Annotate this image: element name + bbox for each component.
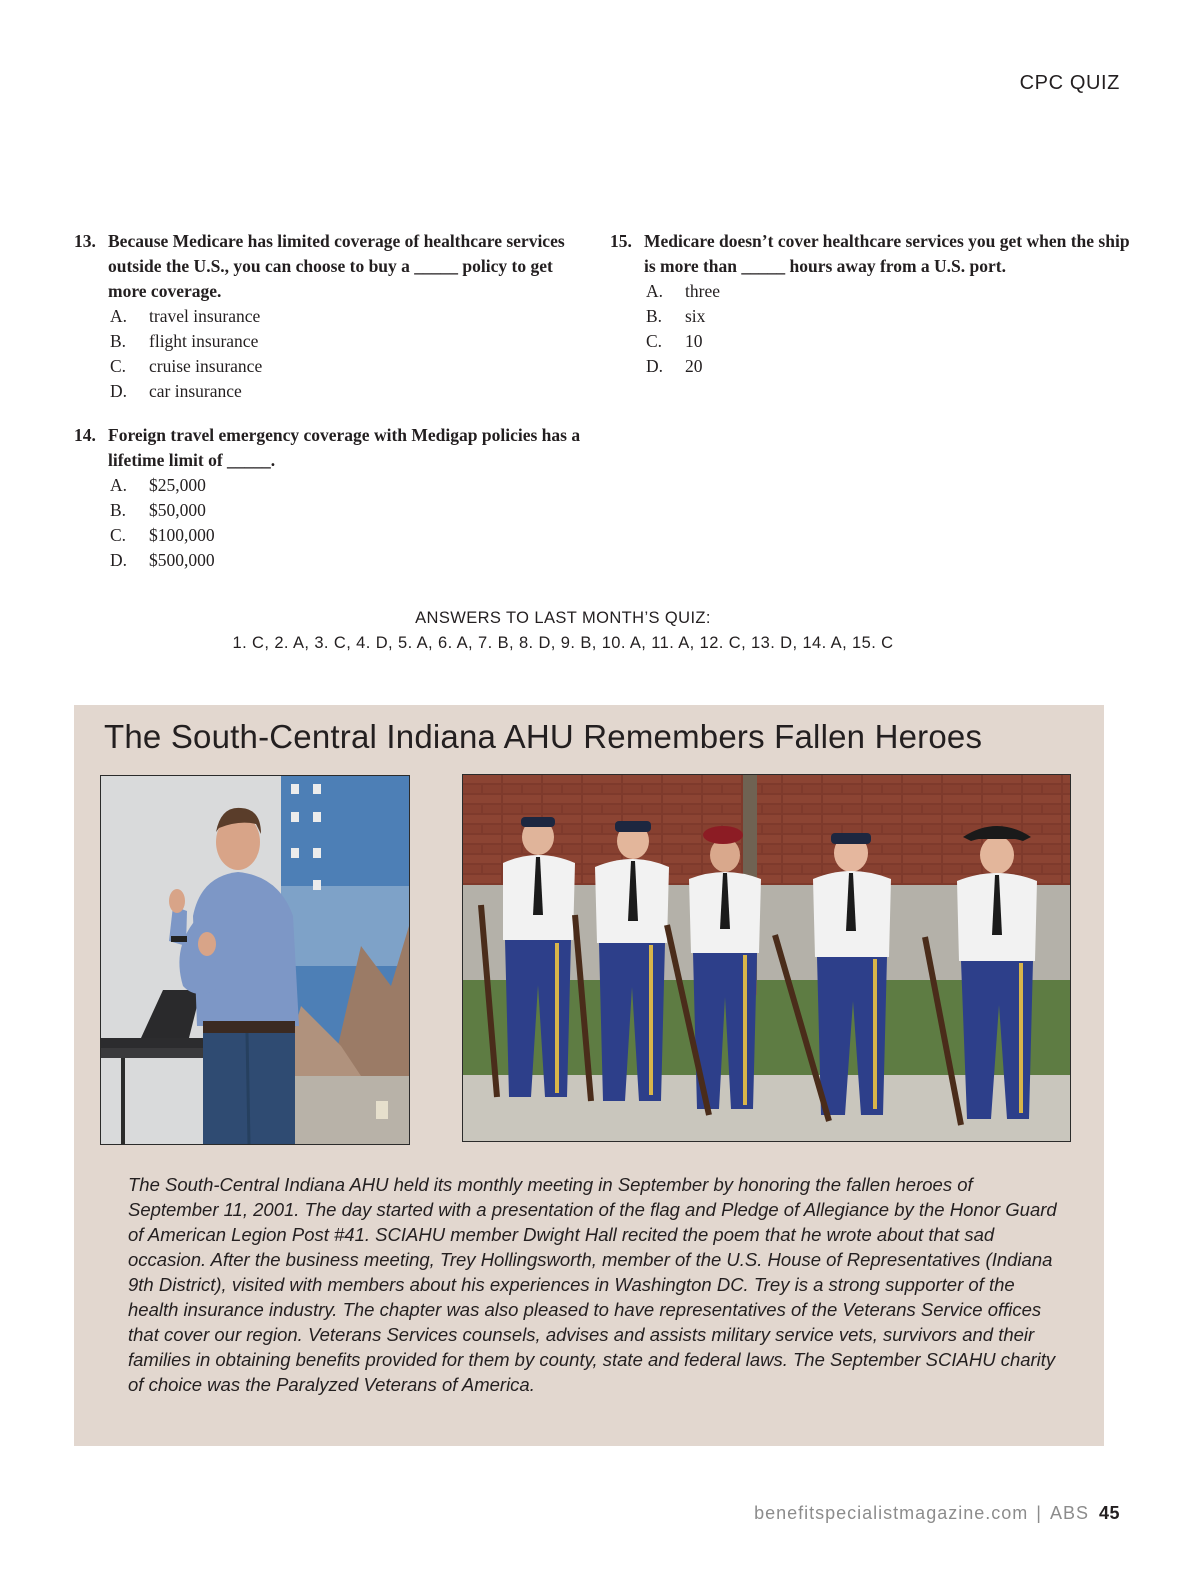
- option-letter: D.: [110, 550, 128, 570]
- answer-option: [108, 498, 594, 523]
- option-text: cruise insurance: [149, 356, 263, 376]
- footer-website: benefitspecialistmagazine.com: [754, 1503, 1029, 1523]
- answer-option: [108, 379, 594, 404]
- question-text: Foreign travel emergency coverage with Medigap policies has a lifetime limit of _____.: [108, 425, 581, 470]
- option-text: $25,000: [149, 475, 206, 495]
- page-number: 45: [1098, 1503, 1120, 1523]
- option-text: $50,000: [149, 500, 206, 520]
- footer-publication: ABS: [1049, 1503, 1089, 1523]
- question-text: Because Medicare has limited coverage of healthcare services outside the U.S., you can choose to buy a _____ policy to get more coverage.: [108, 231, 565, 301]
- answer-option: [644, 354, 1130, 379]
- option-letter: B.: [110, 500, 127, 520]
- photo-honor-guard: [462, 774, 1071, 1142]
- option-text: $500,000: [149, 550, 215, 570]
- option-text: flight insurance: [149, 331, 259, 351]
- question-number: 15.: [610, 231, 632, 251]
- answers-heading: ANSWERS TO LAST MONTH’S QUIZ:: [415, 609, 711, 627]
- quiz-question-13: [74, 229, 594, 404]
- answer-option: [644, 279, 1130, 304]
- option-letter: A.: [110, 475, 128, 495]
- quiz-column-left: [74, 229, 594, 592]
- question-number: 14.: [74, 425, 96, 445]
- footer-separator: |: [1036, 1503, 1042, 1523]
- option-text: six: [685, 306, 706, 326]
- answers-list: 1. C, 2. A, 3. C, 4. D, 5. A, 6. A, 7. B, 8. D, 9. B, 10. A, 11. A, 12. C, 13. D, 14. A, 15. C: [232, 634, 894, 652]
- answer-option: [108, 329, 594, 354]
- quiz-column-right: [610, 229, 1130, 398]
- answer-option: [644, 329, 1130, 354]
- question-text: Medicare doesn’t cover healthcare services you get when the ship is more than _____ hours away from a U.S. port.: [644, 231, 1130, 276]
- option-letter: A.: [110, 306, 128, 326]
- page-footer: [754, 1503, 1120, 1524]
- option-text: 20: [685, 356, 703, 376]
- answer-option: [108, 304, 594, 329]
- answer-option: [644, 304, 1130, 329]
- option-letter: A.: [646, 281, 664, 301]
- answer-option: [108, 354, 594, 379]
- answer-option: [108, 523, 594, 548]
- question-number: 13.: [74, 231, 96, 251]
- section-label: CPC QUIZ: [1019, 72, 1120, 94]
- option-letter: C.: [110, 356, 127, 376]
- option-letter: D.: [646, 356, 664, 376]
- option-text: car insurance: [149, 381, 242, 401]
- feature-caption: The South-Central Indiana AHU held its monthly meeting in September by honoring the fallen heroes of September 11, 2001. The day started with a presentation of the flag and Pledge of Allegiance by the Honor Guard of American Legion Post #41. SCIAHU member Dwight Hall recited the poem that he wrote about that sad occasion. After the business meeting, Trey Hollingsworth, member of the U.S. House of Representatives (Indiana 9th District), visited with members about his experiences in Washington DC. Trey is a strong supporter of the health insurance industry. The chapter was also pleased to have representatives of the Veterans Service offices that cover our region. Veterans Services counsels, advises and assists military service vets, survivors and their families in obtaining benefits provided for them by county, state and federal laws. The September SCIAHU charity of choice was the Paralyzed Veterans of America.: [128, 1174, 1057, 1395]
- quiz-question-15: [610, 229, 1130, 379]
- option-text: $100,000: [149, 525, 215, 545]
- answers-block: [0, 606, 1126, 656]
- answer-option: [108, 473, 594, 498]
- quiz-question-14: [74, 423, 594, 573]
- feature-title: The South-Central Indiana AHU Remembers Fallen Heroes: [104, 718, 983, 755]
- option-text: 10: [685, 331, 703, 351]
- answer-option: [108, 548, 594, 573]
- photo-speaker-presentation: [100, 775, 410, 1145]
- option-text: travel insurance: [149, 306, 261, 326]
- option-letter: B.: [110, 331, 127, 351]
- option-text: three: [685, 281, 720, 301]
- option-letter: C.: [646, 331, 663, 351]
- option-letter: D.: [110, 381, 128, 401]
- feature-box: [74, 705, 1104, 1446]
- option-letter: C.: [110, 525, 127, 545]
- option-letter: B.: [646, 306, 663, 326]
